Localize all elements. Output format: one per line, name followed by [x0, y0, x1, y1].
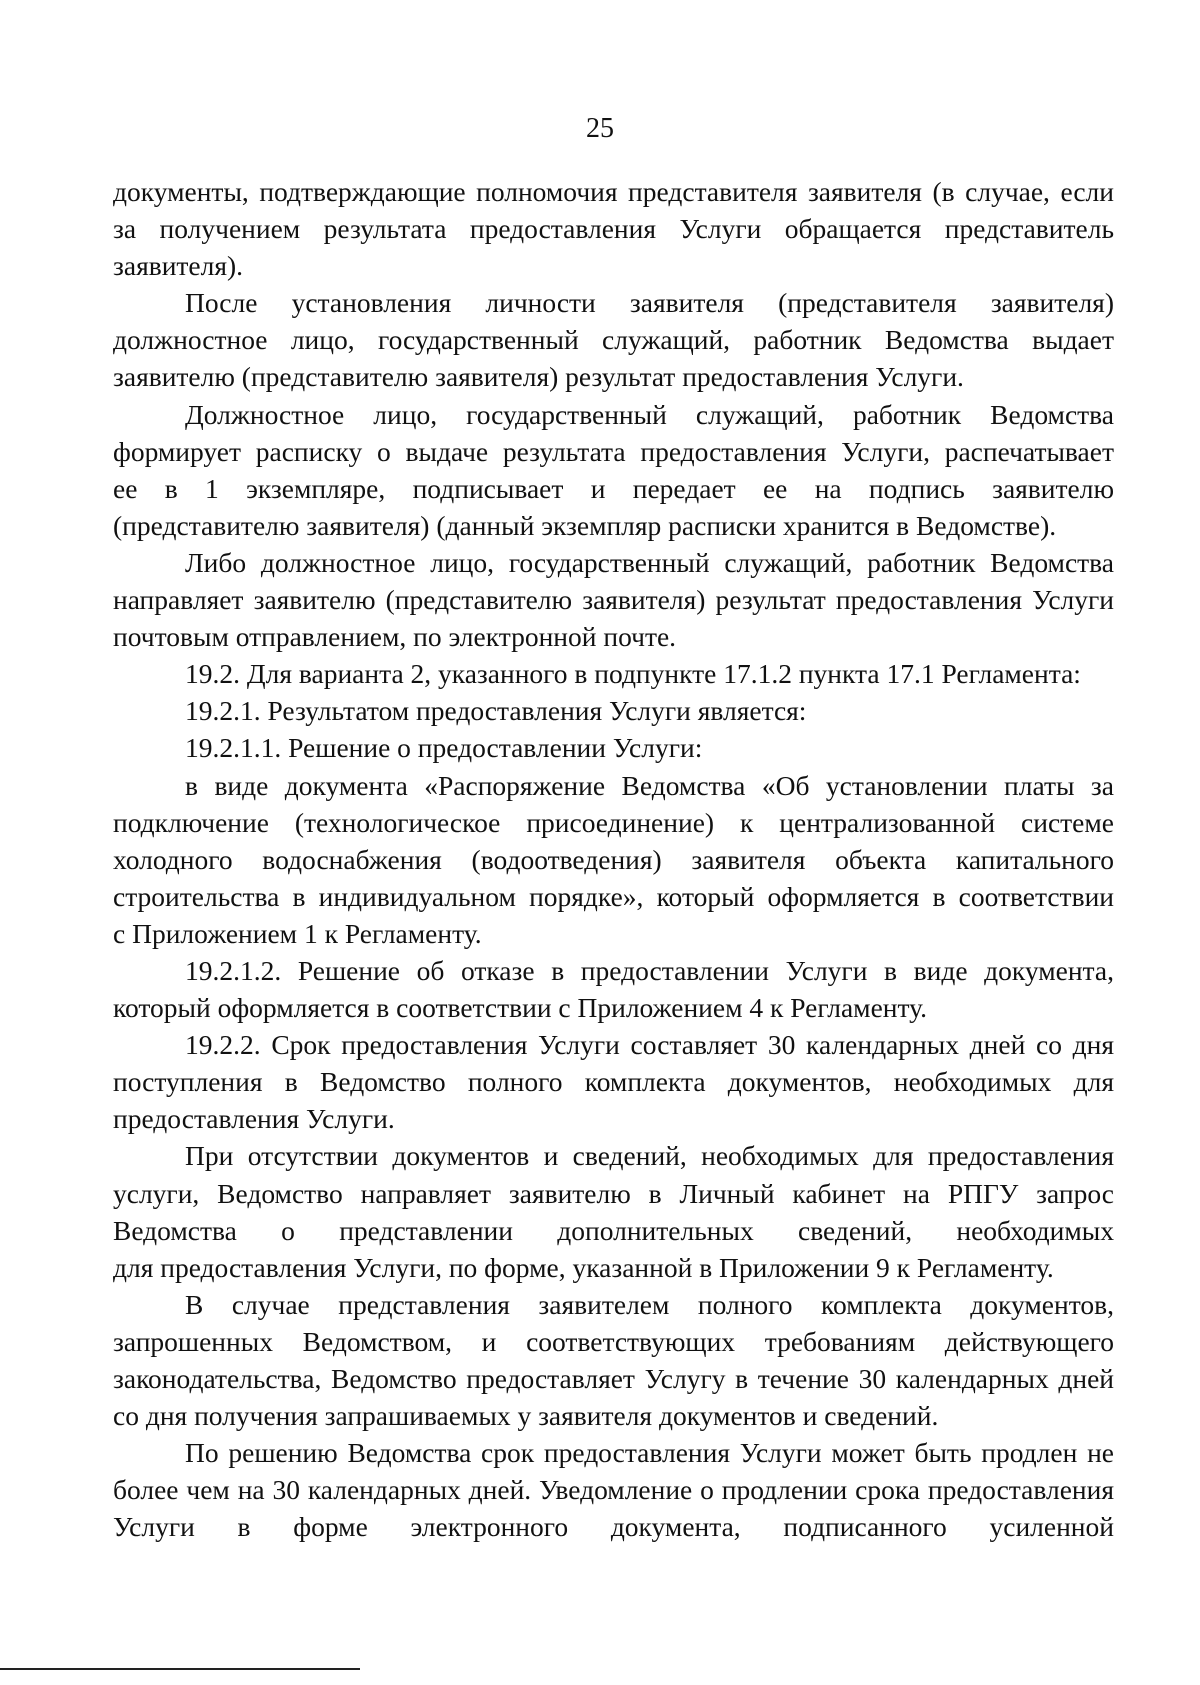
paragraph [113, 952, 1114, 1026]
text-line: для предоставления Услуги, по форме, указанной в Приложении 9 к Регламенту. [113, 1251, 1054, 1283]
text-line: подключение (технологическое присоединение) к централизованной системе [113, 806, 1114, 838]
text-line: 19.2.1.2. Решение об отказе в предоставлении Услуги в виде документа, [185, 954, 1114, 986]
text-line: со дня получения запрашиваемых у заявителя документов и сведений. [113, 1400, 939, 1432]
text-line: за получением результата предоставления Услуги обращается представитель [113, 213, 1114, 245]
text-line: почтовым отправлением, по электронной почте. [113, 621, 677, 653]
text-line: 19.2.1.1. Решение о предоставлении Услуги: [185, 732, 703, 764]
paragraph [113, 173, 1114, 284]
text-line: более чем на 30 календарных дней. Уведомление о продлении срока предоставления [113, 1474, 1114, 1506]
text-line: Либо должностное лицо, государственный служащий, работник Ведомства [185, 546, 1114, 578]
text-line: предоставления Услуги. [113, 1103, 395, 1135]
paragraph [113, 767, 1114, 952]
scan-edge-line [0, 1668, 360, 1670]
text-line: (представителю заявителя) (данный экземпляр расписки хранится в Ведомстве). [113, 509, 1057, 541]
paragraph [113, 1137, 1114, 1285]
text-line: Ведомства о представлении дополнительных сведений, необходимых [113, 1214, 1114, 1246]
text-line: После установления личности заявителя (представителя заявителя) [185, 287, 1114, 319]
paragraph [113, 1434, 1114, 1545]
text-line: ее в 1 экземпляре, подписывает и передает ее на подпись заявителю [113, 472, 1114, 504]
paragraph [113, 1286, 1114, 1434]
text-line: поступления в Ведомство полного комплекта документов, необходимых для [113, 1066, 1114, 1098]
text-line: При отсутствии документов и сведений, необходимых для предоставления [185, 1140, 1114, 1172]
paragraph [113, 729, 1114, 766]
text-line: законодательства, Ведомство предоставляет Услугу в течение 30 календарных дней [113, 1363, 1114, 1394]
paragraph [113, 544, 1114, 655]
document-body [113, 173, 1114, 1545]
paragraph [113, 396, 1114, 544]
paragraph [113, 1026, 1114, 1137]
text-line: холодного водоснабжения (водоотведения) заявителя объекта капитального [113, 843, 1114, 875]
text-line: с Приложением 1 к Регламенту. [113, 917, 482, 949]
text-line: формирует расписку о выдаче результата предоставления Услуги, распечатывает [113, 435, 1114, 467]
text-line: строительства в индивидуальном порядке», который оформляется в соответствии [113, 880, 1114, 912]
text-line: заявителя). [113, 250, 244, 282]
text-line: запрошенных Ведомством, и соответствующих требованиям действующего [113, 1325, 1114, 1357]
text-line: услуги, Ведомство направляет заявителю в Личный кабинет на РПГУ запрос [113, 1177, 1114, 1209]
paragraph [113, 692, 1114, 729]
page-number: 25 [586, 113, 614, 144]
text-line: должностное лицо, государственный служащий, работник Ведомства выдает [113, 324, 1114, 356]
text-line: Должностное лицо, государственный служащий, работник Ведомства [185, 398, 1114, 430]
text-line: заявителю (представителю заявителя) результат предоставления Услуги. [113, 361, 964, 393]
text-line: 19.2. Для варианта 2, указанного в подпункте 17.1.2 пункта 17.1 Регламента: [185, 658, 1081, 690]
text-line: который оформляется в соответствии с Приложением 4 к Регламенту. [113, 992, 928, 1024]
text-line: По решению Ведомства срок предоставления Услуги может быть продлен не [185, 1437, 1114, 1469]
text-line: направляет заявителю (представителю заявителя) результат предоставления Услуги [113, 584, 1114, 616]
paragraph [113, 655, 1114, 692]
text-line: В случае представления заявителем полного комплекта документов, [185, 1288, 1114, 1320]
text-line: документы, подтверждающие полномочия представителя заявителя (в случае, если [113, 176, 1114, 207]
paragraph [113, 284, 1114, 395]
text-line: Услуги в форме электронного документа, подписанного усиленной [113, 1511, 1114, 1543]
text-line: в виде документа «Распоряжение Ведомства «Об установлении платы за [185, 769, 1114, 801]
text-line: 19.2.2. Срок предоставления Услуги составляет 30 календарных дней со дня [185, 1029, 1114, 1061]
text-line: 19.2.1. Результатом предоставления Услуги является: [185, 695, 807, 727]
